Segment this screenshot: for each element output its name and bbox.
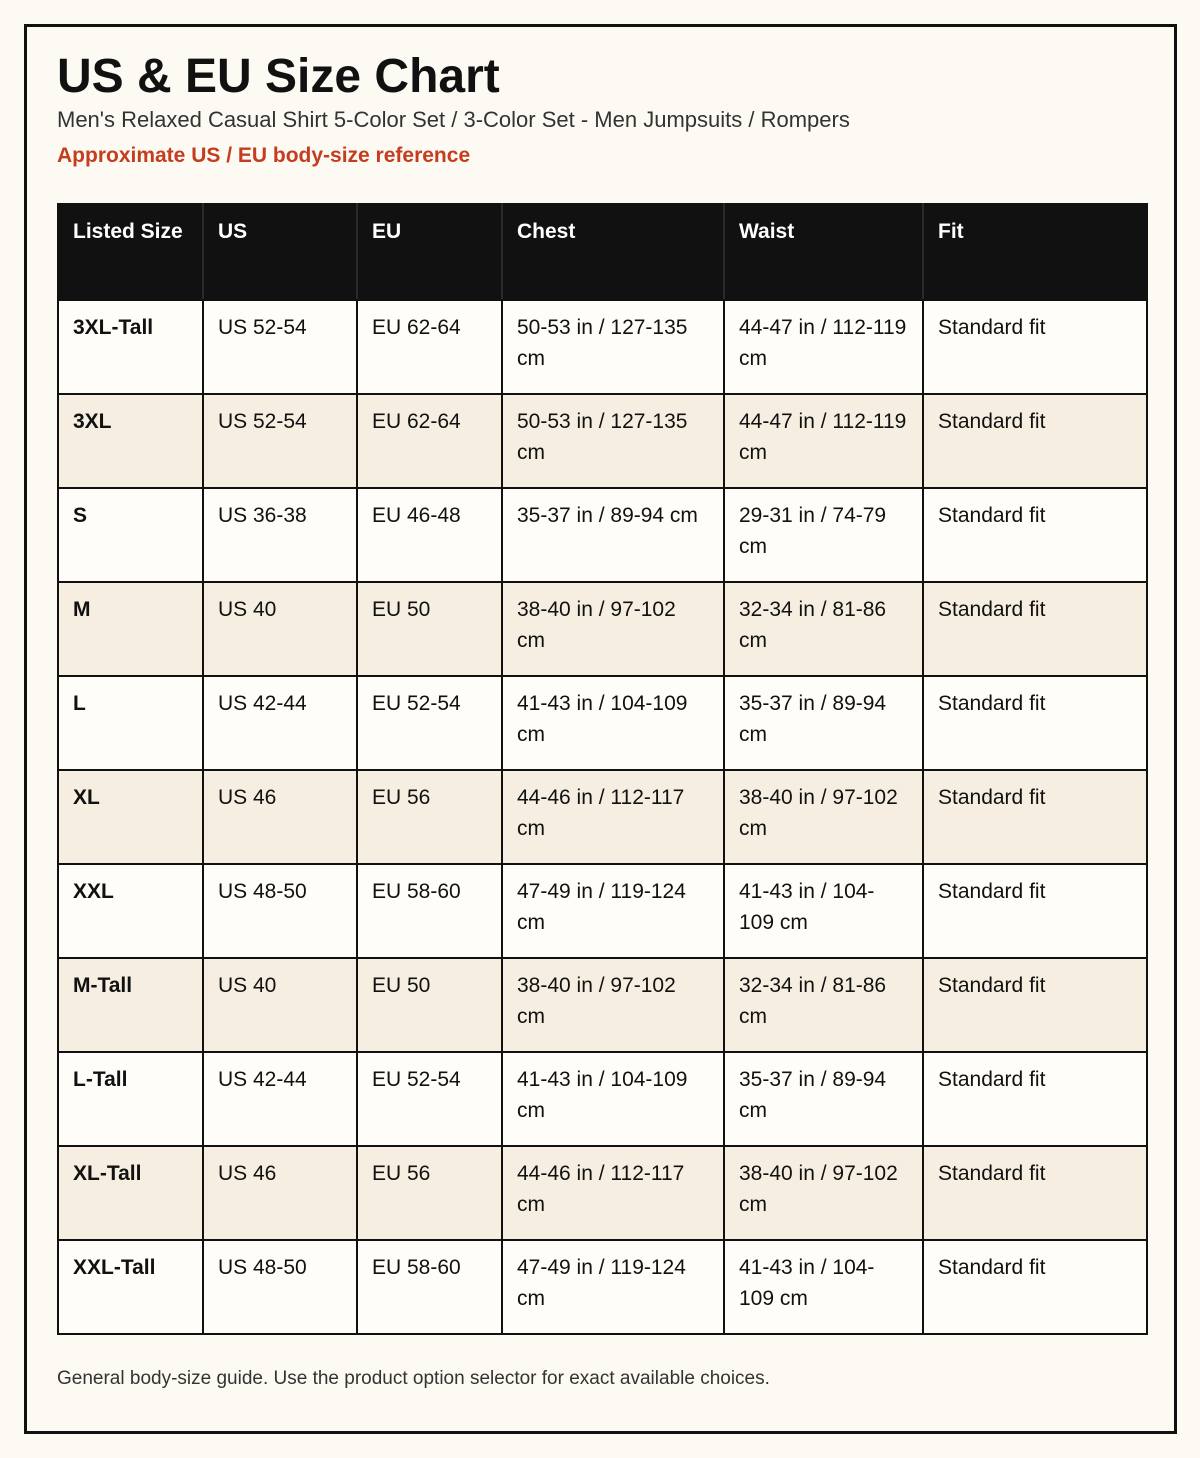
listed-size-cell: 3XL [58, 394, 203, 488]
us-size-cell: US 36-38 [203, 488, 357, 582]
us-size-cell: US 42-44 [203, 1052, 357, 1146]
listed-size-cell: 3XL-Tall [58, 300, 203, 394]
eu-size-cell: EU 50 [357, 582, 502, 676]
eu-size-cell: EU 52-54 [357, 1052, 502, 1146]
footer-note: General body-size guide. Use the product option selector for exact available choices. [57, 1368, 770, 1389]
waist-cell: 35-37 in / 89-94 cm [724, 1052, 923, 1146]
table-row [58, 676, 1147, 770]
us-size-cell: US 40 [203, 582, 357, 676]
page-title: US & EU Size Chart [57, 50, 500, 103]
eu-size-cell: EU 58-60 [357, 864, 502, 958]
listed-size-cell: XXL-Tall [58, 1240, 203, 1334]
waist-cell: 44-47 in / 112-119 cm [724, 300, 923, 394]
us-size-cell: US 46 [203, 1146, 357, 1240]
eu-size-cell: EU 56 [357, 770, 502, 864]
table-row [58, 1240, 1147, 1334]
waist-cell: 44-47 in / 112-119 cm [724, 394, 923, 488]
table-row [58, 394, 1147, 488]
column-header-fit: Fit [923, 204, 1147, 300]
fit-cell: Standard fit [923, 958, 1147, 1052]
listed-size-cell: L-Tall [58, 1052, 203, 1146]
table-row [58, 300, 1147, 394]
eu-size-cell: EU 58-60 [357, 1240, 502, 1334]
waist-cell: 41-43 in / 104-109 cm [724, 1240, 923, 1334]
eu-size-cell: EU 62-64 [357, 394, 502, 488]
table-row [58, 770, 1147, 864]
table-row [58, 582, 1147, 676]
listed-size-cell: M-Tall [58, 958, 203, 1052]
table-row [58, 488, 1147, 582]
chest-cell: 44-46 in / 112-117 cm [502, 1146, 724, 1240]
listed-size-cell: XL-Tall [58, 1146, 203, 1240]
chest-cell: 38-40 in / 97-102 cm [502, 958, 724, 1052]
fit-cell: Standard fit [923, 300, 1147, 394]
waist-cell: 32-34 in / 81-86 cm [724, 582, 923, 676]
chest-cell: 38-40 in / 97-102 cm [502, 582, 724, 676]
chest-cell: 41-43 in / 104-109 cm [502, 676, 724, 770]
chest-cell: 41-43 in / 104-109 cm [502, 1052, 724, 1146]
listed-size-cell: M [58, 582, 203, 676]
us-size-cell: US 52-54 [203, 300, 357, 394]
eu-size-cell: EU 56 [357, 1146, 502, 1240]
waist-cell: 29-31 in / 74-79 cm [724, 488, 923, 582]
table-row [58, 864, 1147, 958]
fit-cell: Standard fit [923, 488, 1147, 582]
waist-cell: 32-34 in / 81-86 cm [724, 958, 923, 1052]
eu-size-cell: EU 50 [357, 958, 502, 1052]
fit-cell: Standard fit [923, 582, 1147, 676]
eu-size-cell: EU 62-64 [357, 300, 502, 394]
column-header-chest: Chest [502, 204, 724, 300]
us-size-cell: US 46 [203, 770, 357, 864]
fit-cell: Standard fit [923, 1240, 1147, 1334]
chest-cell: 47-49 in / 119-124 cm [502, 1240, 724, 1334]
size-chart-card [24, 24, 1177, 1434]
listed-size-cell: XL [58, 770, 203, 864]
fit-cell: Standard fit [923, 1052, 1147, 1146]
chest-cell: 35-37 in / 89-94 cm [502, 488, 724, 582]
waist-cell: 38-40 in / 97-102 cm [724, 1146, 923, 1240]
us-size-cell: US 40 [203, 958, 357, 1052]
waist-cell: 38-40 in / 97-102 cm [724, 770, 923, 864]
column-header-listed-size: Listed Size [58, 204, 203, 300]
listed-size-cell: S [58, 488, 203, 582]
table-row [58, 958, 1147, 1052]
waist-cell: 35-37 in / 89-94 cm [724, 676, 923, 770]
us-size-cell: US 48-50 [203, 864, 357, 958]
table-row [58, 1052, 1147, 1146]
us-size-cell: US 48-50 [203, 1240, 357, 1334]
header-row [58, 204, 1147, 300]
product-subtitle: Men's Relaxed Casual Shirt 5-Color Set / 3-Color Set - Men Jumpsuits / Rompers [57, 107, 850, 132]
listed-size-cell: L [58, 676, 203, 770]
table-row [58, 1146, 1147, 1240]
fit-cell: Standard fit [923, 1146, 1147, 1240]
chest-cell: 50-53 in / 127-135 cm [502, 300, 724, 394]
table-header [58, 204, 1147, 300]
us-size-cell: US 52-54 [203, 394, 357, 488]
fit-cell: Standard fit [923, 770, 1147, 864]
listed-size-cell: XXL [58, 864, 203, 958]
fit-cell: Standard fit [923, 676, 1147, 770]
eu-size-cell: EU 46-48 [357, 488, 502, 582]
reference-note: Approximate US / EU body-size reference [57, 144, 471, 167]
column-header-eu: EU [357, 204, 502, 300]
chest-cell: 44-46 in / 112-117 cm [502, 770, 724, 864]
chest-cell: 47-49 in / 119-124 cm [502, 864, 724, 958]
column-header-us: US [203, 204, 357, 300]
fit-cell: Standard fit [923, 394, 1147, 488]
size-table [57, 203, 1148, 1335]
column-header-waist: Waist [724, 204, 923, 300]
eu-size-cell: EU 52-54 [357, 676, 502, 770]
waist-cell: 41-43 in / 104-109 cm [724, 864, 923, 958]
fit-cell: Standard fit [923, 864, 1147, 958]
table-body [58, 300, 1147, 1334]
us-size-cell: US 42-44 [203, 676, 357, 770]
chest-cell: 50-53 in / 127-135 cm [502, 394, 724, 488]
